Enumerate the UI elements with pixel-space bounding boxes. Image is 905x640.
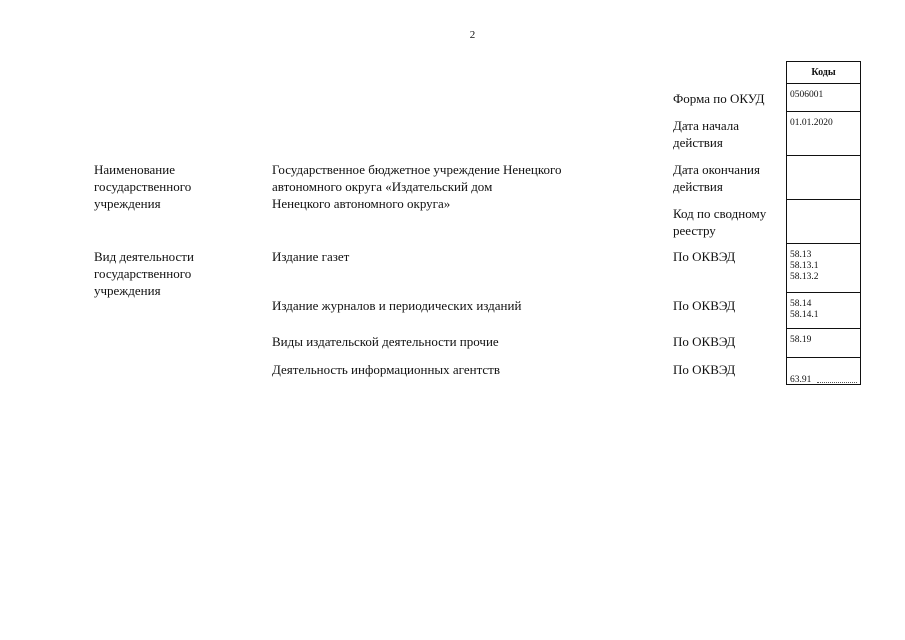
activity-item: Издание журналов и периодических изданий <box>272 298 522 313</box>
okved-label: По ОКВЭД <box>673 249 736 264</box>
code-cell-okved: 58.14 58.14.1 <box>786 293 861 329</box>
code-value: 63.91 <box>790 375 812 385</box>
code-cell-okved: 58.13 58.13.1 58.13.2 <box>786 244 861 293</box>
code-cell-end-date <box>786 156 861 200</box>
code-cell-registry <box>786 200 861 244</box>
activity-item: Издание газет <box>272 249 350 264</box>
activity-item: Виды издательской деятельности прочие <box>272 334 499 349</box>
registry-code-label: Код по сводному реестру <box>673 206 767 238</box>
activity-item: Деятельность информационных агентств <box>272 362 501 377</box>
code-cell-okved: 58.19 <box>786 329 861 358</box>
code-cell-okved <box>786 358 861 385</box>
okved-label: По ОКВЭД <box>673 362 736 377</box>
okved-label: По ОКВЭД <box>673 334 736 349</box>
activity-type-label: Вид деятельности государственного учреждения <box>94 249 194 298</box>
dotted-underline <box>817 382 857 383</box>
codes-header: Коды <box>786 61 861 84</box>
institution-name-label: Наименование государственного учреждения <box>94 162 192 211</box>
institution-name-value: Государственное бюджетное учреждение Ненецкого автономного округа «Издательский дом Ненецкого автономного округа» <box>272 162 562 211</box>
code-cell-start-date: 01.01.2020 <box>786 112 861 156</box>
page-number: 2 <box>469 29 476 41</box>
start-date-label: Дата начала действия <box>673 118 740 150</box>
end-date-label: Дата окончания действия <box>673 162 760 194</box>
okved-label: По ОКВЭД <box>673 298 736 313</box>
code-cell-okud: 0506001 <box>786 84 861 112</box>
okud-form-label: Форма по ОКУД <box>673 91 765 106</box>
